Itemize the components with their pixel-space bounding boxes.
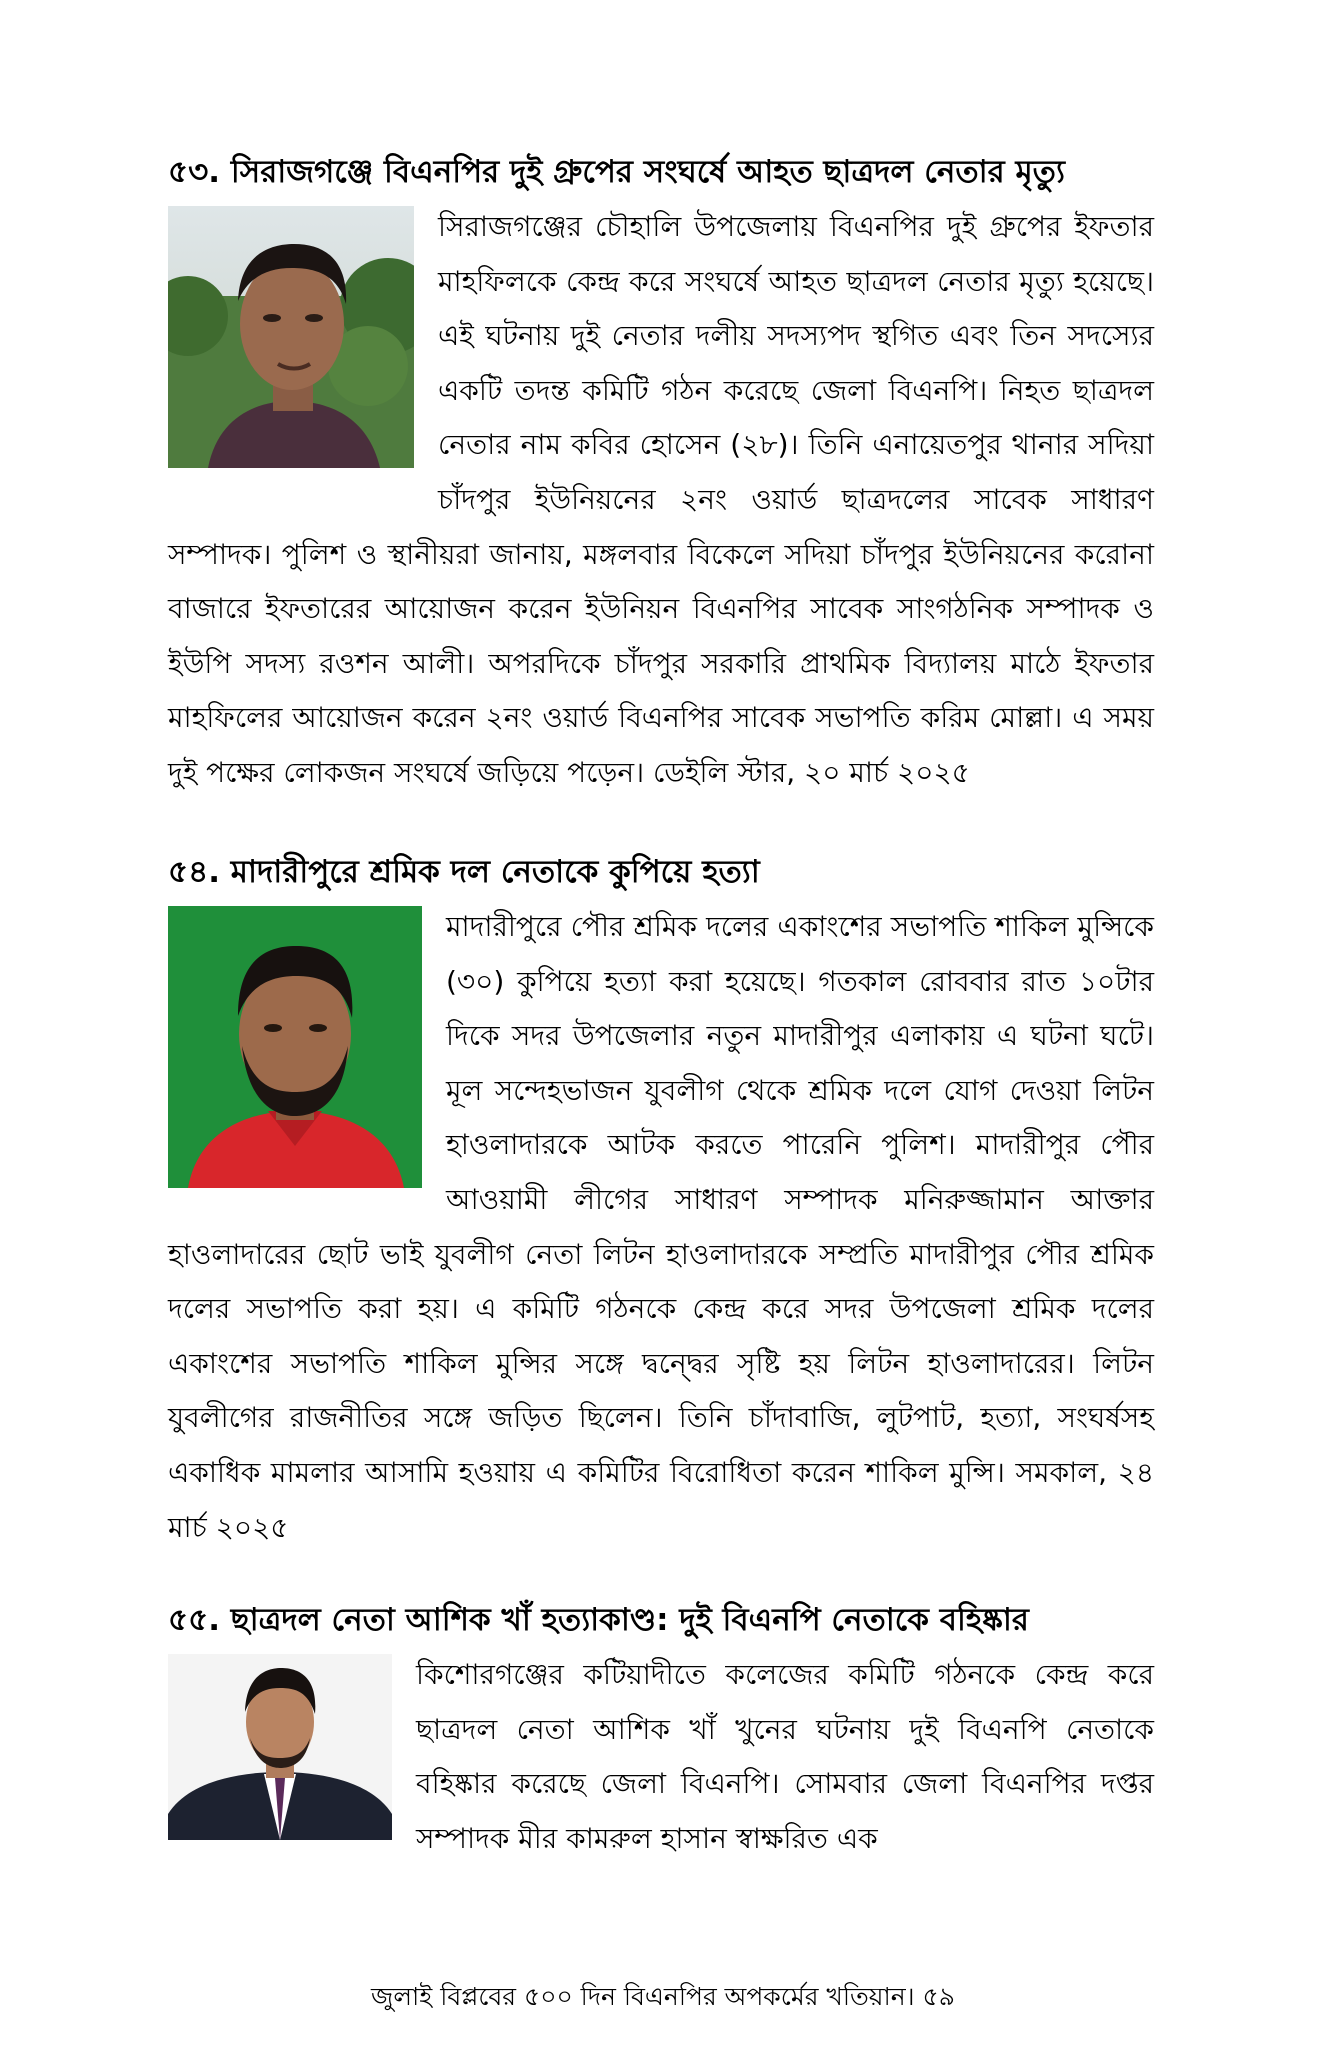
article-heading: ৫৫. ছাত্রদল নেতা আশিক খাঁ হত্যাকাণ্ড: দুই বিএনপি নেতাকে বহিষ্কার [168, 1602, 1029, 1638]
article-photo-shakil-munshi [168, 906, 422, 1188]
article-photo-kabir-hossain [168, 206, 414, 468]
article-54 [168, 850, 1154, 1598]
article-photo-ashik-khan [168, 1654, 392, 1840]
article-55 [168, 1598, 1154, 1866]
page-footer: জুলাই বিপ্লবের ৫০০ দিন বিএনপির অপকর্মের খতিয়ান। ৫৯ [371, 1982, 955, 2011]
article-body: কিশোরগঞ্জের কটিয়াদীতে কলেজের কমিটি গঠনকে কেন্দ্র করে ছাত্রদল নেতা আশিক খাঁ খুনের ঘটনায় দুই বিএনপি নেতাকে বহিষ্কার করেছে জেলা বিএনপি। সোমবার জেলা বিএনপির দপ্তর সম্পাদক মীর কামরুল হাসান স্বাক্ষরিত এক [416, 1658, 1154, 1855]
article-body: সিরাজগঞ্জের চৌহালি উপজেলায় বিএনপির দুই গ্রুপের ইফতার মাহফিলকে কেন্দ্র করে সংঘর্ষে আহত ছাত্রদল নেতার মৃত্যু হয়েছে। এই ঘটনায় দুই নেতার দলীয় সদস্যপদ স্থগিত এবং তিন সদস্যের একটি তদন্ত কমিটি গঠন করেছে জেলা বিএনপি। নিহত ছাত্রদল নেতার নাম কবির হোসেন (২৮)। তিনি এনায়েতপুর থানার সদিয়া চাঁদপুর ইউনিয়নের ২নং ওয়ার্ড ছাত্রদলের সাবেক সাধারণ সম্পাদক। পুলিশ ও স্থানীয়রা জানায়, মঙ্গলবার বিকেলে সদিয়া চাঁদপুর ইউনিয়নের করোনা বাজারে ইফতারের আয়োজন করেন ইউনিয়ন বিএনপির সাবেক সাংগঠনিক সম্পাদক ও ইউপি সদস্য রওশন আলী। অপরদিকে চাঁদপুর সরকারি প্রাথমিক বিদ্যালয় মাঠে ইফতার মাহফিলের আয়োজন করেন ২নং ওয়ার্ড বিএনপির সাবেক সভাপতি করিম মোল্লা। এ সময় দুই পক্ষের লোকজন সংঘর্ষে জড়িয়ে পড়েন। ডেইলি স্টার, ২০ মার্চ ২০২৫ [168, 210, 1154, 789]
page-content [168, 150, 1154, 1866]
article-53 [168, 150, 1154, 850]
portrait-photo [168, 206, 414, 468]
article-body: মাদারীপুরে পৌর শ্রমিক দলের একাংশের সভাপতি শাকিল মুন্সিকে (৩০) কুপিয়ে হত্যা করা হয়েছে। গতকাল রোববার রাত ১০টার দিকে সদর উপজেলার নতুন মাদারীপুর এলাকায় এ ঘটনা ঘটে। মূল সন্দেহভাজন যুবলীগ থেকে শ্রমিক দলে যোগ দেওয়া লিটন হাওলাদারকে আটক করতে পারেনি পুলিশ। মাদারীপুর পৌর আওয়ামী লীগের সাধারণ সম্পাদক মনিরুজ্জামান আক্তার হাওলাদারের ছোট ভাই যুবলীগ নেতা লিটন হাওলাদারকে সম্প্রতি মাদারীপুর পৌর শ্রমিক দলের সভাপতি করা হয়। এ কমিটি গঠনকে কেন্দ্র করে সদর উপজেলা শ্রমিক দলের একাংশের সভাপতি শাকিল মুন্সির সঙ্গে দ্বন্দ্বের সৃষ্টি হয় লিটন হাওলাদারের। লিটন যুবলীগের রাজনীতির সঙ্গে জড়িত ছিলেন। তিনি চাঁদাবাজি, লুটপাট, হত্যা, সংঘর্ষসহ একাধিক মামলার আসামি হওয়ায় এ কমিটির বিরোধিতা করেন শাকিল মুন্সি। সমকাল, ২৪ মার্চ ২০২৫ [168, 910, 1154, 1544]
article-heading: ৫৪. মাদারীপুরে শ্রমিক দল নেতাকে কুপিয়ে হত্যা [168, 854, 760, 890]
portrait-photo [168, 906, 422, 1188]
portrait-photo [168, 1654, 392, 1840]
article-heading: ৫৩. সিরাজগঞ্জে বিএনপির দুই গ্রুপের সংঘর্ষে আহত ছাত্রদল নেতার মৃত্যু [168, 154, 1065, 190]
